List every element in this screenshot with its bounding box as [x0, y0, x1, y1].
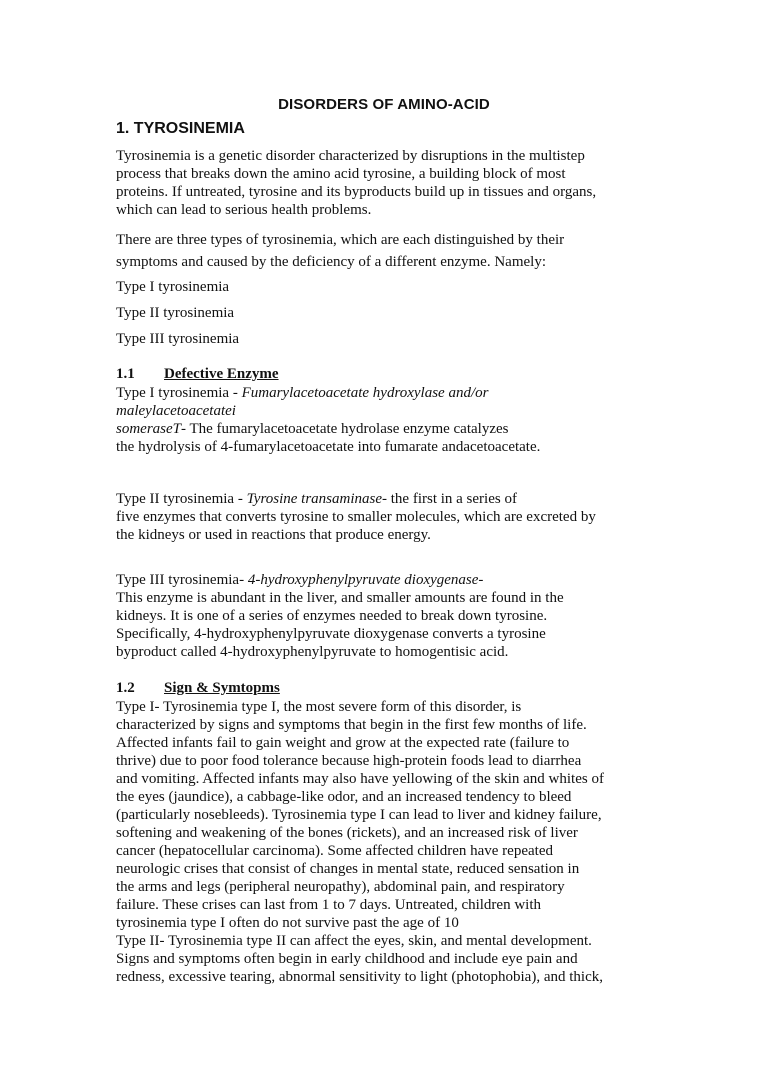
symptoms-line: characterized by signs and symptoms that begin in the first few months of life.	[116, 717, 587, 733]
enzyme-type1-desc: - The fumarylacetoacetate hydrolase enzyme catalyzes	[181, 421, 509, 437]
section-number: 1.2	[116, 680, 135, 696]
enzyme-type1-line: the hydrolysis of 4-fumarylacetoacetate into fumarate andacetoacetate.	[116, 439, 541, 455]
type-list-item: Type III tyrosinemia	[116, 331, 240, 347]
symptoms-line: and vomiting. Affected infants may also have yellowing of the skin and whites of	[116, 771, 604, 787]
enzyme-type2-desc: - the first in a series of	[382, 491, 517, 507]
enzyme-type3-line	[116, 571, 483, 589]
symptoms-line: the arms and legs (peripheral neuropathy), abdominal pain, and respiratory	[116, 879, 565, 895]
symptoms-line: (particularly nosebleeds). Tyrosinemia type I can lead to liver and kidney failure,	[116, 807, 602, 823]
types-intro-line: symptoms and caused by the deficiency of a different enzyme. Namely:	[116, 254, 546, 270]
section-title: Sign & Symtopms	[164, 680, 280, 696]
enzyme-type2-name: Tyrosine transaminase	[246, 491, 382, 507]
section-heading-defective-enzyme	[116, 366, 279, 383]
enzyme-type1-name-cont: maleylacetoacetatei	[116, 403, 236, 419]
intro-line: proteins. If untreated, tyrosine and its byproducts build up in tissues and organs,	[116, 184, 597, 200]
symptoms-line: failure. These crises can last from 1 to 7 days. Untreated, children with	[116, 897, 542, 913]
enzyme-type1-name: Fumarylacetoacetate hydroxylase and/or	[241, 385, 489, 401]
symptoms-line: softening and weakening of the bones (rickets), and an increased risk of liver	[116, 825, 578, 841]
enzyme-type3-line: This enzyme is abundant in the liver, and smaller amounts are found in the	[116, 590, 564, 606]
symptoms-line: Affected infants fail to gain weight and grow at the expected rate (failure to	[116, 735, 570, 751]
symptoms-line: the eyes (jaundice), a cabbage-like odor, and an increased tendency to bleed	[116, 789, 572, 805]
intro-line: process that breaks down the amino acid tyrosine, a building block of most	[116, 166, 566, 182]
symptoms-line: Type II- Tyrosinemia type II can affect the eyes, skin, and mental development.	[116, 933, 592, 949]
section-heading-tyrosinemia: 1. TYROSINEMIA	[116, 120, 245, 137]
enzyme-type3-line: byproduct called 4-hydroxyphenylpyruvate to homogentisic acid.	[116, 644, 509, 660]
type-list-item: Type I tyrosinemia	[116, 279, 230, 295]
enzyme-type3-line: kidneys. It is one of a series of enzymes needed to break down tyrosine.	[116, 608, 548, 624]
section-number: 1.1	[116, 366, 135, 382]
symptoms-line: thrive) due to poor food tolerance because high-protein foods lead to diarrhea	[116, 753, 582, 769]
enzyme-type3-line: Specifically, 4-hydroxyphenylpyruvate dioxygenase converts a tyrosine	[116, 626, 546, 642]
enzyme-type2-line	[116, 490, 517, 508]
section-title: Defective Enzyme	[164, 366, 279, 382]
enzyme-type1-name-cont: someraseT	[116, 421, 182, 437]
enzyme-type2-line: the kidneys or used in reactions that produce energy.	[116, 527, 431, 543]
symptoms-line: neurologic crises that consist of changes in mental state, reduced sensation in	[116, 861, 580, 877]
section-heading-signs-symptoms	[116, 680, 280, 697]
symptoms-line: Signs and symptoms often begin in early childhood and include eye pain and	[116, 951, 578, 967]
types-intro-line: There are three types of tyrosinemia, which are each distinguished by their	[116, 232, 565, 248]
enzyme-type3-lead: Type III tyrosinemia-	[116, 572, 248, 588]
enzyme-type1-lead: Type I tyrosinemia -	[116, 385, 242, 401]
enzyme-type2-lead: Type II tyrosinemia -	[116, 491, 247, 507]
symptoms-line: redness, excessive tearing, abnormal sensitivity to light (photophobia), and thick,	[116, 969, 603, 985]
enzyme-type1-line	[116, 384, 488, 402]
intro-line: Tyrosinemia is a genetic disorder characterized by disruptions in the multistep	[116, 148, 585, 164]
enzyme-type1-line	[116, 420, 508, 438]
enzyme-type2-line: five enzymes that converts tyrosine to smaller molecules, which are excreted by	[116, 509, 596, 525]
enzyme-type1-line	[116, 402, 236, 420]
symptoms-line: cancer (hepatocellular carcinoma). Some affected children have repeated	[116, 843, 553, 859]
document-title: DISORDERS OF AMINO-ACID	[278, 96, 490, 113]
enzyme-type3-name: 4-hydroxyphenylpyruvate dioxygenase-	[247, 572, 484, 588]
type-list-item: Type II tyrosinemia	[116, 305, 235, 321]
intro-line: which can lead to serious health problems.	[116, 202, 372, 218]
symptoms-line: Type I- Tyrosinemia type I, the most severe form of this disorder, is	[116, 699, 522, 715]
symptoms-line: tyrosinemia type I often do not survive past the age of 10	[116, 915, 459, 931]
